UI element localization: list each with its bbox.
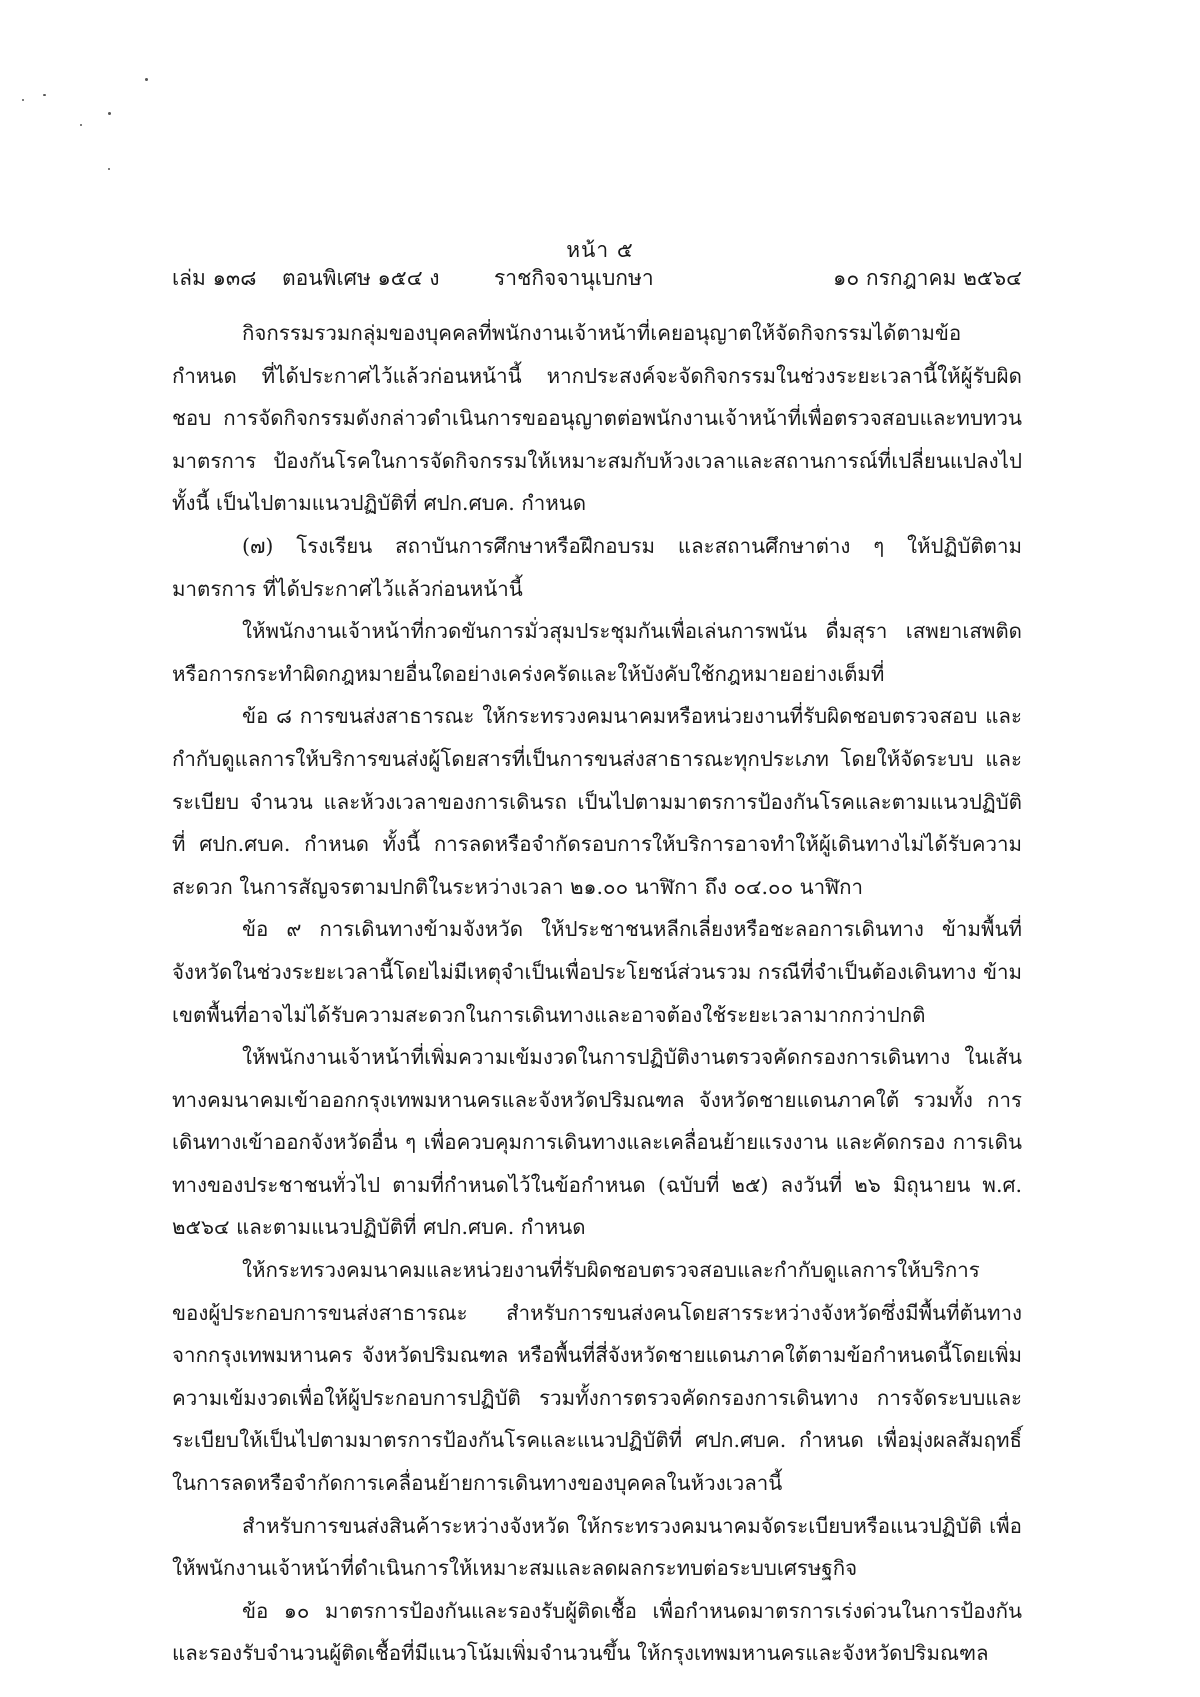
paragraph: ให้กระทรวงคมนาคมและหน่วยงานที่รับผิดชอบตรวจสอบและกำกับดูแลการให้บริการ ของผู้ประกอบการขนส่งสาธารณะ สำหรับการขนส่งคนโดยสารระหว่างจังหวัดซึ่งมีพื้นที่ต้นทาง จากกรุงเทพมหานคร จังหวัดปริมณฑล หรือพื้นที่สี่จังหวัดชายแดนภาคใต้ตามข้อกำหนดนี้โดยเพิ่ม ความเข้มงวดเพื่อให้ผู้ประกอบการปฏิบัติ รวมทั้งการตรวจคัดกรองการเดินทาง การจัดระบบและ ระเบียบให้เป็นไปตามมาตรการป้องกันโรคและแนวปฏิบัติที่ ศปก.ศบค. กำหนด เพื่อมุ่งผลสัมฤทธิ์ ในการลดหรือจำกัดการเคลื่อนย้ายการเดินทางของบุคคลในห้วงเวลานี้: [172, 1258, 1022, 1496]
volume-number: เล่ม ๑๓๘: [172, 266, 257, 290]
paragraph: (๗) โรงเรียน สถาบันการศึกษาหรือฝึกอบรม และสถานศึกษาต่าง ๆ ให้ปฏิบัติตามมาตรการ ที่ได้ประกาศไว้แล้วก่อนหน้านี้: [172, 533, 1022, 601]
gazette-header: [172, 262, 1022, 296]
paragraph: สำหรับการขนส่งสินค้าระหว่างจังหวัด ให้กระทรวงคมนาคมจัดระเบียบหรือแนวปฏิบัติ เพื่อให้พนักงานเจ้าหน้าที่ดำเนินการให้เหมาะสมและลดผลกระทบต่อระบบเศรษฐกิจ: [172, 1513, 1022, 1581]
paragraph: ข้อ ๘ การขนส่งสาธารณะ ให้กระทรวงคมนาคมหรือหน่วยงานที่รับผิดชอบตรวจสอบ และกำกับดูแลการให้บริการขนส่งผู้โดยสารที่เป็นการขนส่งสาธารณะทุกประเภท โดยให้จัดระบบ และระเบียบ จำนวน และห้วงเวลาของการเดินรถ เป็นไปตามมาตรการป้องกันโรคและตามแนวปฏิบัติ ที่ ศปก.ศบค. กำหนด ทั้งนี้ การลดหรือจำกัดรอบการให้บริการอาจทำให้ผู้เดินทางไม่ได้รับความสะดวก ในการสัญจรตามปกติในระหว่างเวลา ๒๑.๐๐ นาฬิกา ถึง ๐๔.๐๐ นาฬิกา: [172, 704, 1022, 899]
paragraph: ให้พนักงานเจ้าหน้าที่เพิ่มความเข้มงวดในการปฏิบัติงานตรวจคัดกรองการเดินทาง ในเส้นทางคมนาคมเข้าออกกรุงเทพมหานครและจังหวัดปริมณฑล จังหวัดชายแดนภาคใต้ รวมทั้ง การเดินทางเข้าออกจังหวัดอื่น ๆ เพื่อควบคุมการเดินทางและเคลื่อนย้ายแรงงาน และคัดกรอง การเดินทางของประชาชนทั่วไป ตามที่กำหนดไว้ในข้อกำหนด (ฉบับที่ ๒๕) ลงวันที่ ๒๖ มิถุนายน พ.ศ. ๒๕๖๔ และตามแนวปฏิบัติที่ ศปก.ศบค. กำหนด: [172, 1045, 1022, 1240]
paragraph: ให้พนักงานเจ้าหน้าที่กวดขันการมั่วสุมประชุมกันเพื่อเล่นการพนัน ดื่มสุรา เสพยาเสพติด หรือการกระทำผิดกฎหมายอื่นใดอย่างเคร่งครัดและให้บังคับใช้กฎหมายอย่างเต็มที่: [172, 619, 1022, 686]
page-number: หน้า ๕: [566, 238, 634, 262]
scan-speck: [43, 94, 46, 96]
gazette-name: ราชกิจจานุเบกษา: [494, 266, 654, 290]
document-body: [172, 312, 1022, 1675]
scan-speck: [145, 78, 148, 81]
scan-speck: [108, 168, 110, 170]
paragraph: ข้อ ๙ การเดินทางข้ามจังหวัด ให้ประชาชนหลีกเลี่ยงหรือชะลอการเดินทาง ข้ามพื้นที่จังหวัดในช่วงระยะเวลานี้โดยไม่มีเหตุจำเป็นเพื่อประโยชน์ส่วนรวม กรณีที่จำเป็นต้องเดินทาง ข้ามเขตพื้นที่อาจไม่ได้รับความสะดวกในการเดินทางและอาจต้องใช้ระยะเวลามากกว่าปกติ: [172, 917, 1022, 1027]
scan-speck: [80, 124, 82, 126]
paragraph: กิจกรรมรวมกลุ่มของบุคคลที่พนักงานเจ้าหน้าที่เคยอนุญาตให้จัดกิจกรรมได้ตามข้อกำหนด ที่ได้ประกาศไว้แล้วก่อนหน้านี้ หากประสงค์จะจัดกิจกรรมในช่วงระยะเวลานี้ให้ผู้รับผิดชอบ การจัดกิจกรรมดังกล่าวดำเนินการขออนุญาตต่อพนักงานเจ้าหน้าที่เพื่อตรวจสอบและทบทวนมาตรการ ป้องกันโรคในการจัดกิจกรรมให้เหมาะสมกับห้วงเวลาและสถานการณ์ที่เปลี่ยนแปลงไป ทั้งนี้ เป็นไปตามแนวปฏิบัติที่ ศปก.ศบค. กำหนด: [172, 321, 1022, 516]
issue-number: ตอนพิเศษ ๑๕๔ ง: [282, 266, 440, 290]
paragraph: ข้อ ๑๐ มาตรการป้องกันและรองรับผู้ติดเชื้อ เพื่อกำหนดมาตรการเร่งด่วนในการป้องกัน และรองรับจำนวนผู้ติดเชื้อที่มีแนวโน้มเพิ่มจำนวนขึ้น ให้กรุงเทพมหานครและจังหวัดปริมณฑล: [172, 1598, 1022, 1666]
scan-speck: [108, 112, 111, 115]
publication-date: ๑๐ กรกฎาคม ๒๕๖๔: [833, 266, 1022, 290]
scan-speck: [22, 99, 24, 101]
